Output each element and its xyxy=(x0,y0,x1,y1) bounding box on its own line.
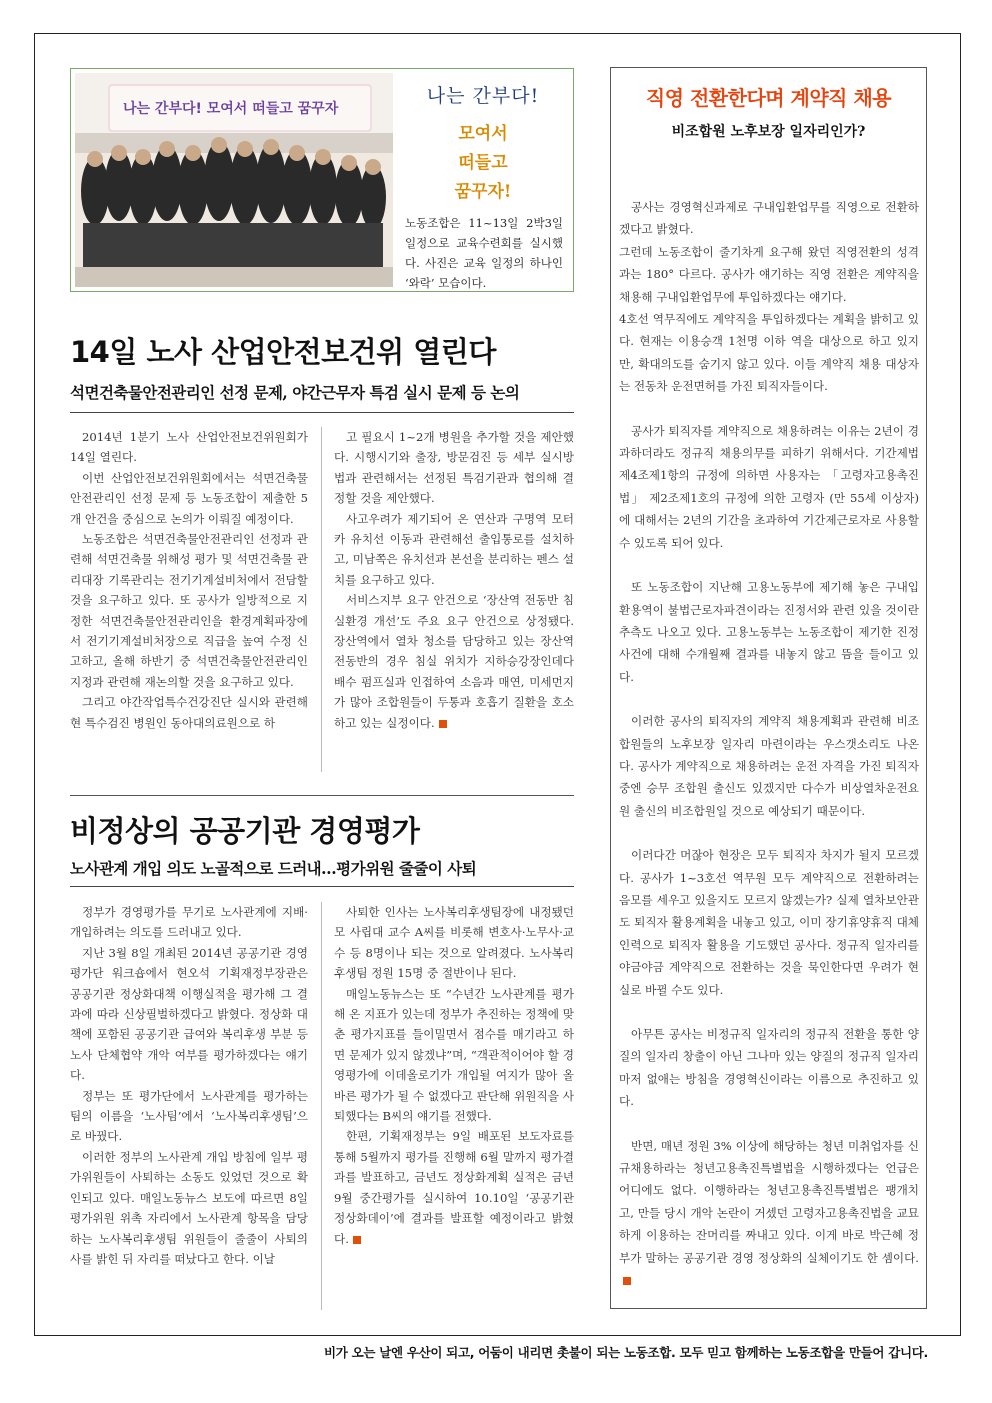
sidebar-article xyxy=(610,67,927,1309)
group-photo xyxy=(75,73,393,287)
section-divider xyxy=(70,795,574,796)
paragraph: 정부가 경영평가를 무기로 노사관계에 지배·개입하려는 의도를 드러내고 있다. xyxy=(70,905,308,940)
sidebar-paragraph: 아무튼 공사는 비정규직 일자리의 정규직 전환을 통한 양질의 일자리 창출이 아닌 그나마 있는 양질의 정규직 일자리마저 없애는 방침을 경영혁신이라는 이름으로 추진하고 있다. xyxy=(619,1027,919,1109)
sidebar-paragraph: 이러한 공사의 퇴직자의 계약직 채용계획과 관련해 비조합원들의 노후보장 일자리 마련이라는 우스갯소리도 나온다. 공사가 계약직으로 채용하려는 운전 자격을 가진 퇴직자 중엔 승무 조합원 출신도 있겠지만 다수가 비상열차운전요원 출신의 비조합원일 것으로 예상되기 때문이다. xyxy=(619,714,919,818)
sidebar-paragraph: 이러다간 머잖아 현장은 모두 퇴직자 차지가 될지 모르겠다. 공사가 1~3호선 역무원 모두 계약직으로 전환하려는 음모를 세우고 있을지도 모르지 않겠는가? 실제 열차보안관도 퇴직자 활용계획을 내놓고 있고, 이미 장기휴양휴직 대체인력으로 퇴직자 활용을 기도했던 공사다. 정규직 일자리를 야금야금 계약직으로 전환하는 것을 묵인한다면 우려가 현실로 바뀔 수도 있다. xyxy=(619,848,919,997)
sidebar-paragraph: 반면, 매년 정원 3% 이상에 해당하는 청년 미취업자를 신규채용하라는 청년고용촉진특별법을 시행하겠다는 언급은 어디에도 없다. 이행하라는 청년고용촉진특별법은 팽개치고, 만들 당시 개악 논란이 거셌던 고령자고용촉진법을 교묘하게 이용하는 잔머리를 짜내고 있다. 이게 바로 박근혜 정부가 말하는 공공기관 경영 정상화의 실체이기도 한 셈이다. xyxy=(619,1138,919,1265)
column-divider xyxy=(321,902,322,1310)
photo-slogan-3: 꿈꾸자! xyxy=(454,182,512,202)
article2-col2 xyxy=(334,902,574,1249)
photo-banner-text: 나는 간부다! 모여서 떠들고 꿈꾸자 xyxy=(123,101,339,117)
end-mark-icon xyxy=(439,720,447,728)
sidebar-paragraph: 또 노동조합이 지난해 고용노동부에 제기해 놓은 구내입환용역이 불법근로자파견이라는 진정서와 관련 있을 것이란 추측도 나오고 있다. 고용노동부는 노동조합이 제기한 진정사건에 대해 수개월째 결과를 내놓지 않고 뜸을 들이고 있다. xyxy=(619,580,919,684)
sidebar-title: 직영 전환한다며 계약직 채용 xyxy=(645,86,892,110)
photo-caption: 노동조합은 11~13일 2박3일 일정으로 교육수련회를 실시했다. 사진은 교육 일정의 하나인 ‘와락’ 모습이다. xyxy=(405,216,563,290)
paragraph: 지난 3월 8일 개최된 2014년 공공기관 경영평가단 워크숍에서 현오석 기획재정부장관은 공공기관 정상화대책 이행실적을 평가해 그 결과에 따라 신상필벌하겠다고 밝혔다. 정상화 대책에 포함된 공공기관 급여와 복리후생 부분 등 노사 단체협약 개악 여부를 평가하겠다는 얘기다. xyxy=(70,945,308,1083)
article1-headline: 14일 노사 산업안전보건위 열린다 xyxy=(70,335,496,369)
article1-col2 xyxy=(334,427,574,733)
paragraph: 이러한 정부의 노사관계 개입 방침에 일부 평가위원들이 사퇴하는 소동도 있었던 것으로 확인되고 있다. 매일노동뉴스 보도에 따르면 8일 평가위원 위촉 자리에서 노사관계 항목을 담당하는 노사복리후생팀 위원들이 줄줄이 사퇴의사를 밝힌 뒤 자리를 떠났다고 한다. 이날 xyxy=(70,1149,308,1266)
photo-title: 나는 간부다! xyxy=(426,85,540,107)
paragraph: 고 필요시 1~2개 병원을 추가할 것을 제안했다. 시행시기와 출장, 방문검진 등 세부 실시방법과 관련해서는 선정된 특검기관과 협의해 결정할 것을 제안했다. xyxy=(334,430,574,506)
paragraph: 그리고 야간작업특수건강진단 실시와 관련해 현 특수검진 병원인 동아대의료원으로 하 xyxy=(70,695,308,730)
sidebar-paragraph: 공사는 경영혁신과제로 구내입환업무를 직영으로 전환하겠다고 밝혔다. 그런데 노동조합이 줄기차게 요구해 왔던 직영전환의 성격과는 180° 다르다. 공사가 얘기하는 직영 전환은 계약직을 채용해 구내입환업무에 투입하겠다는 얘기다. 4호선 역무직에도 계약직을 투입하겠다는 계획을 밝히고 있다. 현재는 이용승객 1천명 이하 역을 대상으로 하고 있지만, 확대의도를 숨기지 않고 있다. 이들 계약직 채용 대상자는 전동차 운전면허를 가진 퇴직자들이다. xyxy=(619,200,919,394)
article2-rule xyxy=(70,886,574,887)
article2-col1 xyxy=(70,902,308,1269)
sidebar-body xyxy=(619,196,919,1291)
column-divider xyxy=(321,427,322,772)
end-mark-icon xyxy=(623,1277,631,1285)
footer-slogan: 비가 오는 날엔 우산이 되고, 어둠이 내리면 촛불이 되는 노동조합. 모두 믿고 함께하는 노동조합을 만들어 갑니다. xyxy=(323,1345,928,1360)
sidebar-paragraph: 공사가 퇴직자를 계약직으로 채용하려는 이유는 2년이 경과하더라도 정규직 채용의무를 피하기 위해서다. 기간제법 제4조제1항의 규정에 의하면 사용자는 「고령자고용촉진법」 제2조제1호의 규정에 의한 고령자 (만 55세 이상자) 에 대해서는 2년의 기간을 초과하여 기간제근로자로 사용할 수 있도록 되어 있다. xyxy=(619,423,919,550)
paragraph: 사퇴한 인사는 노사복리후생팀장에 내정됐던 모 사립대 교수 A씨를 비롯해 변호사·노무사·교수 등 8명이나 되는 것으로 알려졌다. 노사복리후생팀 정원 15명 중 절반이나 된다. xyxy=(334,905,574,981)
photo-text-panel xyxy=(397,73,569,290)
article1-rule xyxy=(70,412,574,413)
photo-slogan-2: 떠들고 xyxy=(458,153,508,173)
paragraph: 노동조합은 석면건축물안전관리인 선정과 관련해 석면건축물 위해성 평가 및 석면건축물 관리대장 기록관리는 전기기계설비처에서 전담할 것을 요구하고 있다. 또 공사가 일방적으로 지정한 석면건축물안전관리인을 환경계획파장에서 전기기계설비처장으로 직급을 높여 수정 신고하고, 올해 하반기 중 석면건축물안전관리인 지정과 관련해 재논의할 것을 요구하고 있다. xyxy=(70,532,308,689)
end-mark-icon xyxy=(353,1236,361,1244)
paragraph: 정부는 또 평가단에서 노사관계를 평가하는 팀의 이름을 ‘노사팀’에서 ‘노사복리후생팀’으로 바꿨다. xyxy=(70,1088,308,1144)
article2-headline: 비정상의 공공기관 경영평가 xyxy=(70,814,420,848)
article2-subhead: 노사관계 개입 의도 노골적으로 드러내…평가위원 줄줄이 사퇴 xyxy=(70,859,477,878)
photo-slogan-1: 모여서 xyxy=(458,124,508,144)
paragraph: 서비스지부 요구 안건으로 ‘장산역 전동반 침실환경 개선’도 주요 요구 안건으로 상정됐다. 장산역에서 열차 청소를 담당하고 있는 장산역 전동반의 경우 침실 위치가 지하승강장인데다 배수 펌프실과 인접하여 소음과 매연, 미세먼지가 많아 조합원들이 두통과 호흡기 질환을 호소하고 있는 실정이다. xyxy=(334,593,574,730)
paragraph: 사고우려가 제기되어 온 연산과 구명역 모터카 유치선 이동과 관련해선 출입통로를 설치하고, 미남쪽은 유치선과 본선을 분리하는 펜스 설치를 요구하고 있다. xyxy=(334,511,574,587)
paragraph: 한편, 기획재정부는 9일 배포된 보도자료를 통해 5월까지 평가를 진행해 6월 말까지 평가결과를 발표하고, 금년도 정상화계획 실적은 금년 9월 중간평가를 실시하여 10.10일 ‘공공기관 정상화데이’에 결과를 발표할 예정이라고 밝혔다. xyxy=(334,1129,574,1246)
article1-col1 xyxy=(70,427,308,733)
paragraph: 2014년 1분기 노사 산업안전보건위원회가 14일 열린다. xyxy=(70,430,308,465)
group-photo-image xyxy=(75,73,393,287)
photo-box xyxy=(70,68,574,292)
paragraph: 이번 산업안전보건위원회에서는 석면건축물안전관리인 선정 문제 등 노동조합이 제출한 5개 안건을 중심으로 논의가 이뤄질 예정이다. xyxy=(70,470,308,526)
sidebar-subtitle: 비조합원 노후보장 일자리인가? xyxy=(671,124,866,140)
article1-subhead: 석면건축물안전관리인 선정 문제, 야간근무자 특검 실시 문제 등 논의 xyxy=(70,383,520,402)
paragraph: 매일노동뉴스는 또 “수년간 노사관계를 평가해 온 지표가 있는데 정부가 추진하는 정책에 맞춘 평가지표를 들이밀면서 점수를 매기라고 하면 문제가 있지 않겠냐”며, “객관적이어야 할 경영평가에 이데올로기가 개입될 여지가 많아 올바른 평가가 될 수 없겠다고 판단해 위원직을 사퇴했다는 B씨의 얘기를 전했다. xyxy=(334,986,574,1124)
